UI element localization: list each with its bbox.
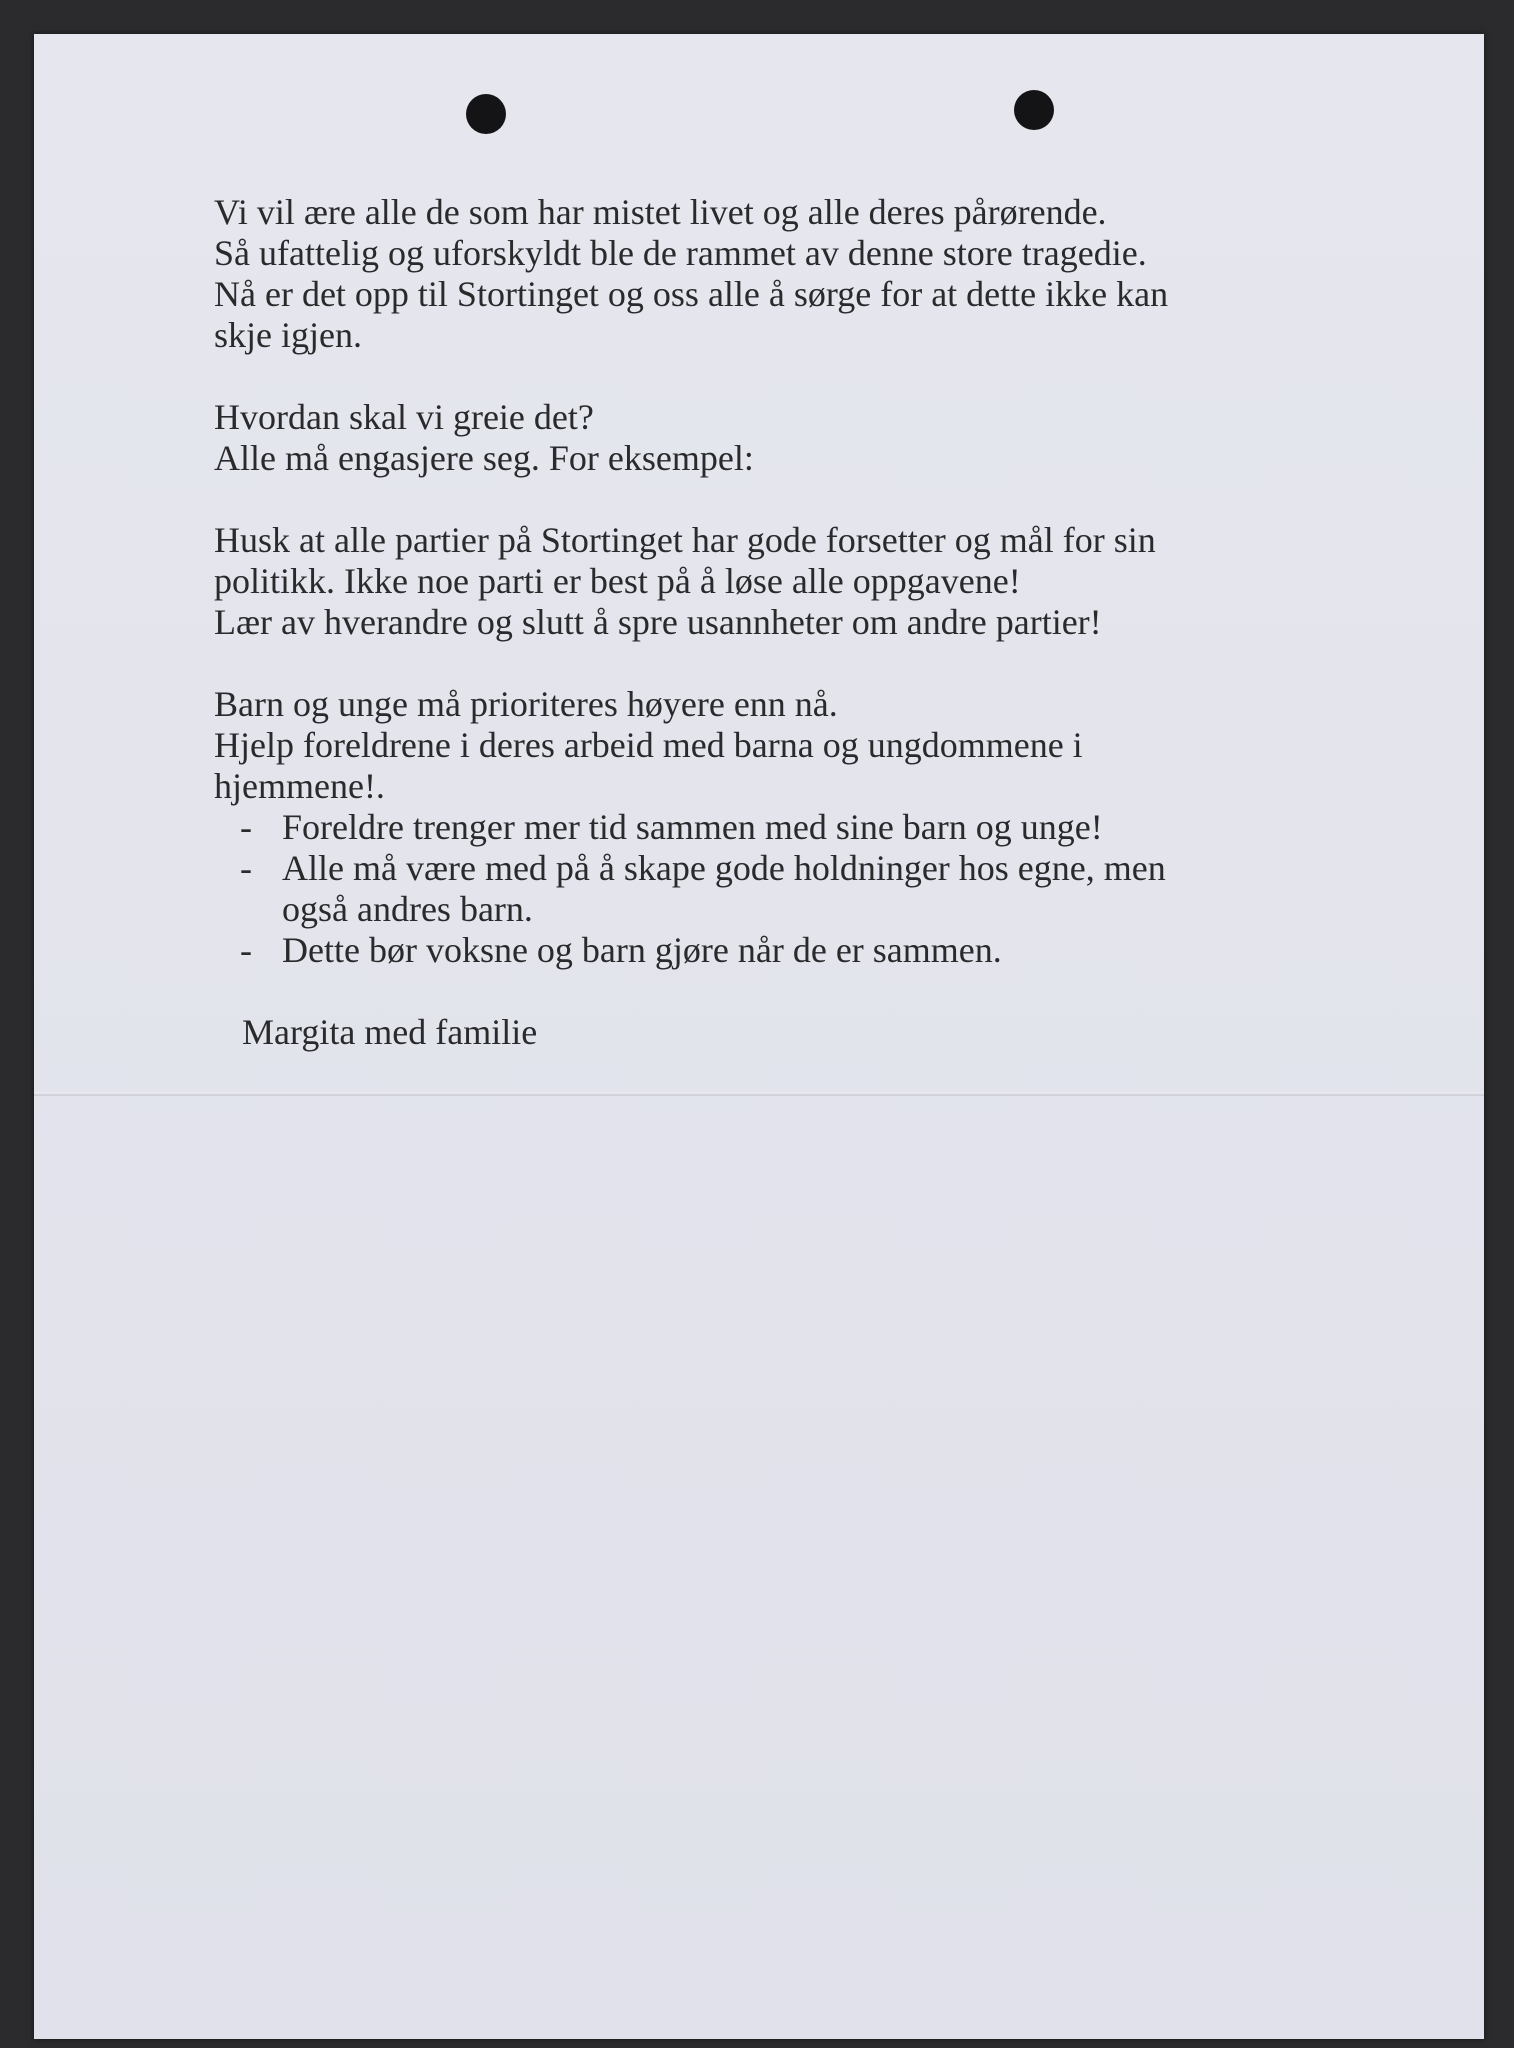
bullet-item xyxy=(214,930,1344,971)
text-line: Husk at alle partier på Stortinget har gode forsetter og mål for sin xyxy=(214,520,1156,560)
text-line: hjemmene!. xyxy=(214,766,385,806)
paragraph-question xyxy=(214,397,1344,479)
signature: Margita med familie xyxy=(242,1012,538,1052)
text-line: Vi vil ære alle de som har mistet livet og alle deres pårørende. xyxy=(214,192,1107,232)
paper-fold-crease xyxy=(34,1092,1484,1096)
text-line: Så ufattelig og uforskyldt ble de rammet av denne store tragedie. xyxy=(214,233,1147,273)
bullet-item xyxy=(214,848,1344,930)
bullet-text xyxy=(282,807,1344,848)
punch-hole-right xyxy=(1014,90,1054,130)
bullet-text xyxy=(282,848,1344,930)
bullet-list xyxy=(214,807,1344,971)
text-line: Hvordan skal vi greie det? xyxy=(214,397,594,437)
bullet-item xyxy=(214,807,1344,848)
bullet-dash: - xyxy=(240,807,252,847)
bullet-text xyxy=(282,930,1344,971)
text-line: Nå er det opp til Stortinget og oss alle å sørge for at dette ikke kan xyxy=(214,274,1169,314)
text-line: Lær av hverandre og slutt å spre usannheter om andre partier! xyxy=(214,602,1102,642)
bullet-dash: - xyxy=(240,848,252,888)
text-line: Barn og unge må prioriteres høyere enn nå. xyxy=(214,684,838,724)
text-line: Foreldre trenger mer tid sammen med sine barn og unge! xyxy=(282,807,1103,847)
paragraph-tribute xyxy=(214,192,1344,356)
text-line: Alle må engasjere seg. For eksempel: xyxy=(214,438,754,478)
paragraph-children xyxy=(214,684,1344,807)
text-line: skje igjen. xyxy=(214,315,362,355)
text-line: også andres barn. xyxy=(282,889,533,929)
text-line: politikk. Ikke noe parti er best på å løse alle oppgavene! xyxy=(214,561,1021,601)
letter-body xyxy=(214,192,1344,1053)
text-line: Hjelp foreldrene i deres arbeid med barna og ungdommene i xyxy=(214,725,1083,765)
bullet-dash: - xyxy=(240,930,252,970)
text-line: Alle må være med på å skape gode holdninger hos egne, men xyxy=(282,848,1166,888)
paragraph-parties xyxy=(214,520,1344,643)
text-line: Dette bør voksne og barn gjøre når de er sammen. xyxy=(282,930,1002,970)
punch-hole-left xyxy=(466,94,506,134)
